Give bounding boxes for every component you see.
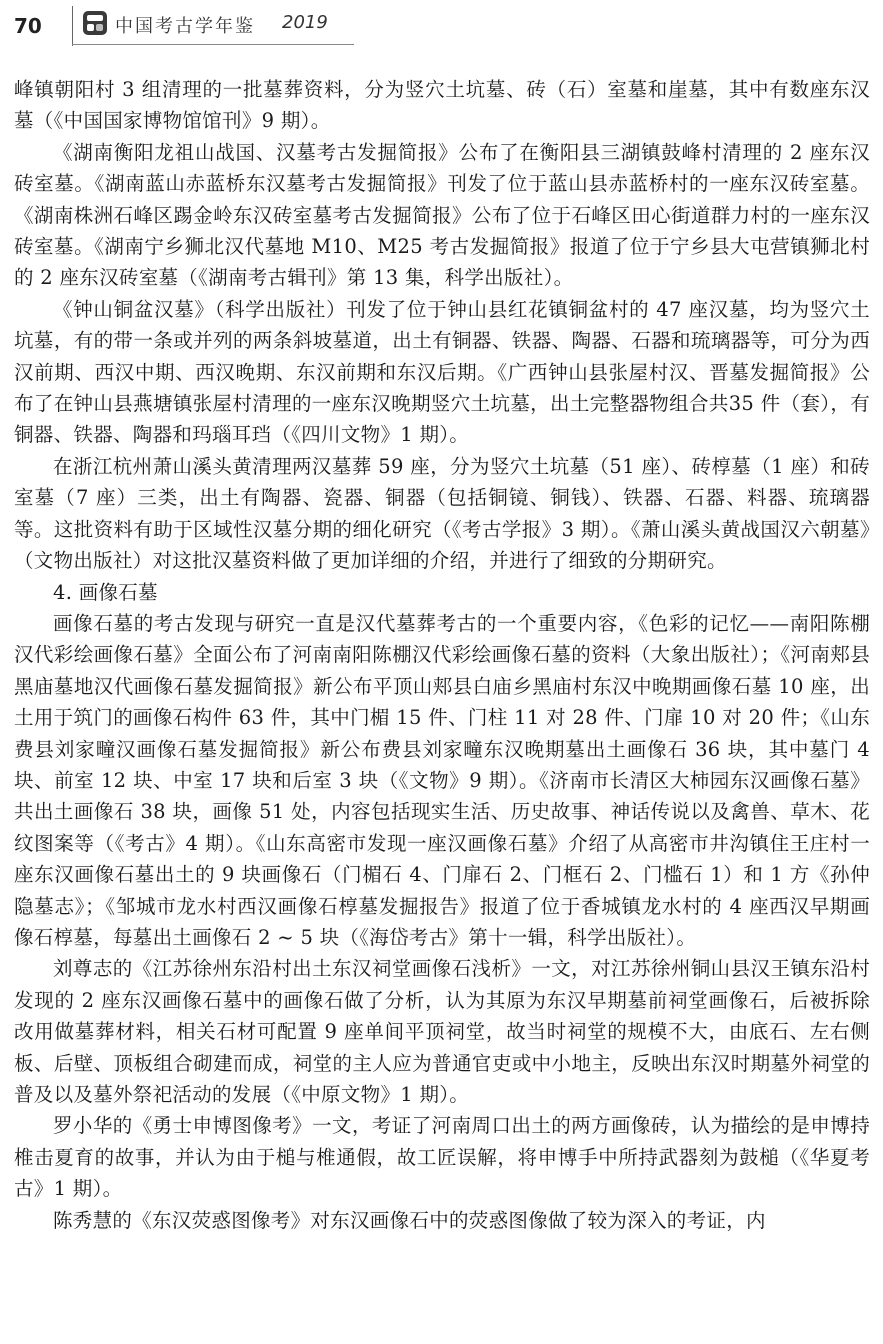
journal-logo-icon [82, 10, 108, 36]
header-divider-horizontal [72, 44, 354, 45]
header-divider-vertical [72, 6, 73, 46]
paragraph: 在浙江杭州萧山溪头黄清理两汉墓葬 59 座，分为竖穴土坑墓（51 座）、砖椁墓（1 座）和砖室墓（7 座）三类，出土有陶器、瓷器、铜器（包括铜镜、铜钱）、铁器、石器、料器、琉璃器等。这批资料有助于区域性汉墓分期的细化研究（《考古学报》3 期）。《萧山溪头黄战国汉六朝墓》（文物出版社）对这批汉墓资料做了更加详细的介绍，并进行了细致的分期研究。 [14, 454, 870, 573]
paragraph: 画像石墓的考古发现与研究一直是汉代墓葬考古的一个重要内容，《色彩的记忆——南阳陈棚汉代彩绘画像石墓》全面公布了河南南阳陈棚汉代彩绘画像石墓的资料（大象出版社）；《河南郏县黑庙墓地汉代画像石墓发掘简报》新公布平顶山郏县白庙乡黑庙村东汉中晚期画像石墓 10 座，出土用于筑门的画像石构件 63 件，其中门楣 15 件、门柱 11 对 28 件、门扉 10 对 20 件；《山东费县刘家疃汉画像石墓发掘简报》新公布费县刘家疃东汉晚期墓出土画像石 36 块，其中墓门 4 块、前室 12 块、中室 17 块和后室 3 块（《文物》9 期）。《济南市长清区大柿园东汉画像石墓》共出土画像石 38 块，画像 51 处，内容包括现实生活、历史故事、神话传说以及禽兽、草木、花纹图案等（《考古》4 期）。《山东高密市发现一座汉画像石墓》介绍了从高密市井沟镇住王庄村一座东汉画像石墓出土的 9 块画像石（门楣石 4、门扉石 2、门框石 2、门槛石 1）和 1 方《孙仲隐墓志》；《邹城市龙水村西汉画像石椁墓发掘报告》报道了位于香城镇龙水村的 4 座西汉早期画像石椁墓，每墓出土画像石 2 ~ 5 块（《海岱考古》第十一辑，科学出版社）。 [14, 611, 870, 949]
article-body [14, 74, 870, 1236]
journal-title: 中国考古学年鉴 [115, 16, 255, 37]
journal-year: 2019 [282, 12, 328, 33]
paragraph: 陈秀慧的《东汉荧惑图像考》对东汉画像石中的荧惑图像做了较为深入的考证，内 [53, 1208, 766, 1232]
paragraph: 《钟山铜盆汉墓》（科学出版社）刊发了位于钟山县红花镇铜盆村的 47 座汉墓，均为竖穴土坑墓，有的带一条或并列的两条斜坡墓道，出土有铜器、铁器、陶器、石器和琉璃器等，可分为西汉前期、西汉中期、西汉晚期、东汉前期和东汉后期。《广西钟山县张屋村汉、晋墓发掘简报》公布了在钟山县燕塘镇张屋村清理的一座东汉晚期竖穴土坑墓，出土完整器物组合共35 件（套），有铜器、铁器、陶器和玛瑙耳珰（《四川文物》1 期）。 [14, 297, 870, 447]
paragraph: 《湖南衡阳龙祖山战国、汉墓考古发掘简报》公布了在衡阳县三湖镇鼓峰村清理的 2 座东汉砖室墓。《湖南蓝山赤蓝桥东汉墓考古发掘简报》刊发了位于蓝山县赤蓝桥村的一座东汉砖室墓。《湖南株洲石峰区踢金岭东汉砖室墓考古发掘简报》公布了位于石峰区田心街道群力村的一座东汉砖室墓。《湖南宁乡狮北汉代墓地 M10、M25 考古发掘简报》报道了位于宁乡县大屯营镇狮北村的 2 座东汉砖室墓（《湖南考古辑刊》第 13 集，科学出版社）。 [14, 140, 870, 290]
paragraph: 罗小华的《勇士申博图像考》一文，考证了河南周口出土的两方画像砖，认为描绘的是申博持椎击夏育的故事，并认为由于槌与椎通假，故工匠误解，将申博手中所持武器刻为鼓槌（《华夏考古》1 期）。 [14, 1114, 870, 1201]
paragraph: 刘尊志的《江苏徐州东沿村出土东汉祠堂画像石浅析》一文，对江苏徐州铜山县汉王镇东沿村发现的 2 座东汉画像石墓中的画像石做了分析，认为其原为东汉早期墓前祠堂画像石，后被拆除改用做墓葬材料，相关石材可配置 9 座单间平顶祠堂，故当时祠堂的规模不大，由底石、左右侧板、后壁、顶板组合砌建而成，祠堂的主人应为普通官吏或中小地主，反映出东汉时期墓外祠堂的普及以及墓外祭祀活动的发展（《中原文物》1 期）。 [14, 957, 870, 1106]
page-header [0, 0, 883, 48]
section-heading: 4. 画像石墓 [53, 580, 158, 604]
page-number: 70 [14, 14, 42, 38]
paragraph: 峰镇朝阳村 3 组清理的一批墓葬资料，分为竖穴土坑墓、砖（石）室墓和崖墓，其中有数座东汉墓（《中国国家博物馆馆刊》9 期）。 [14, 78, 870, 133]
